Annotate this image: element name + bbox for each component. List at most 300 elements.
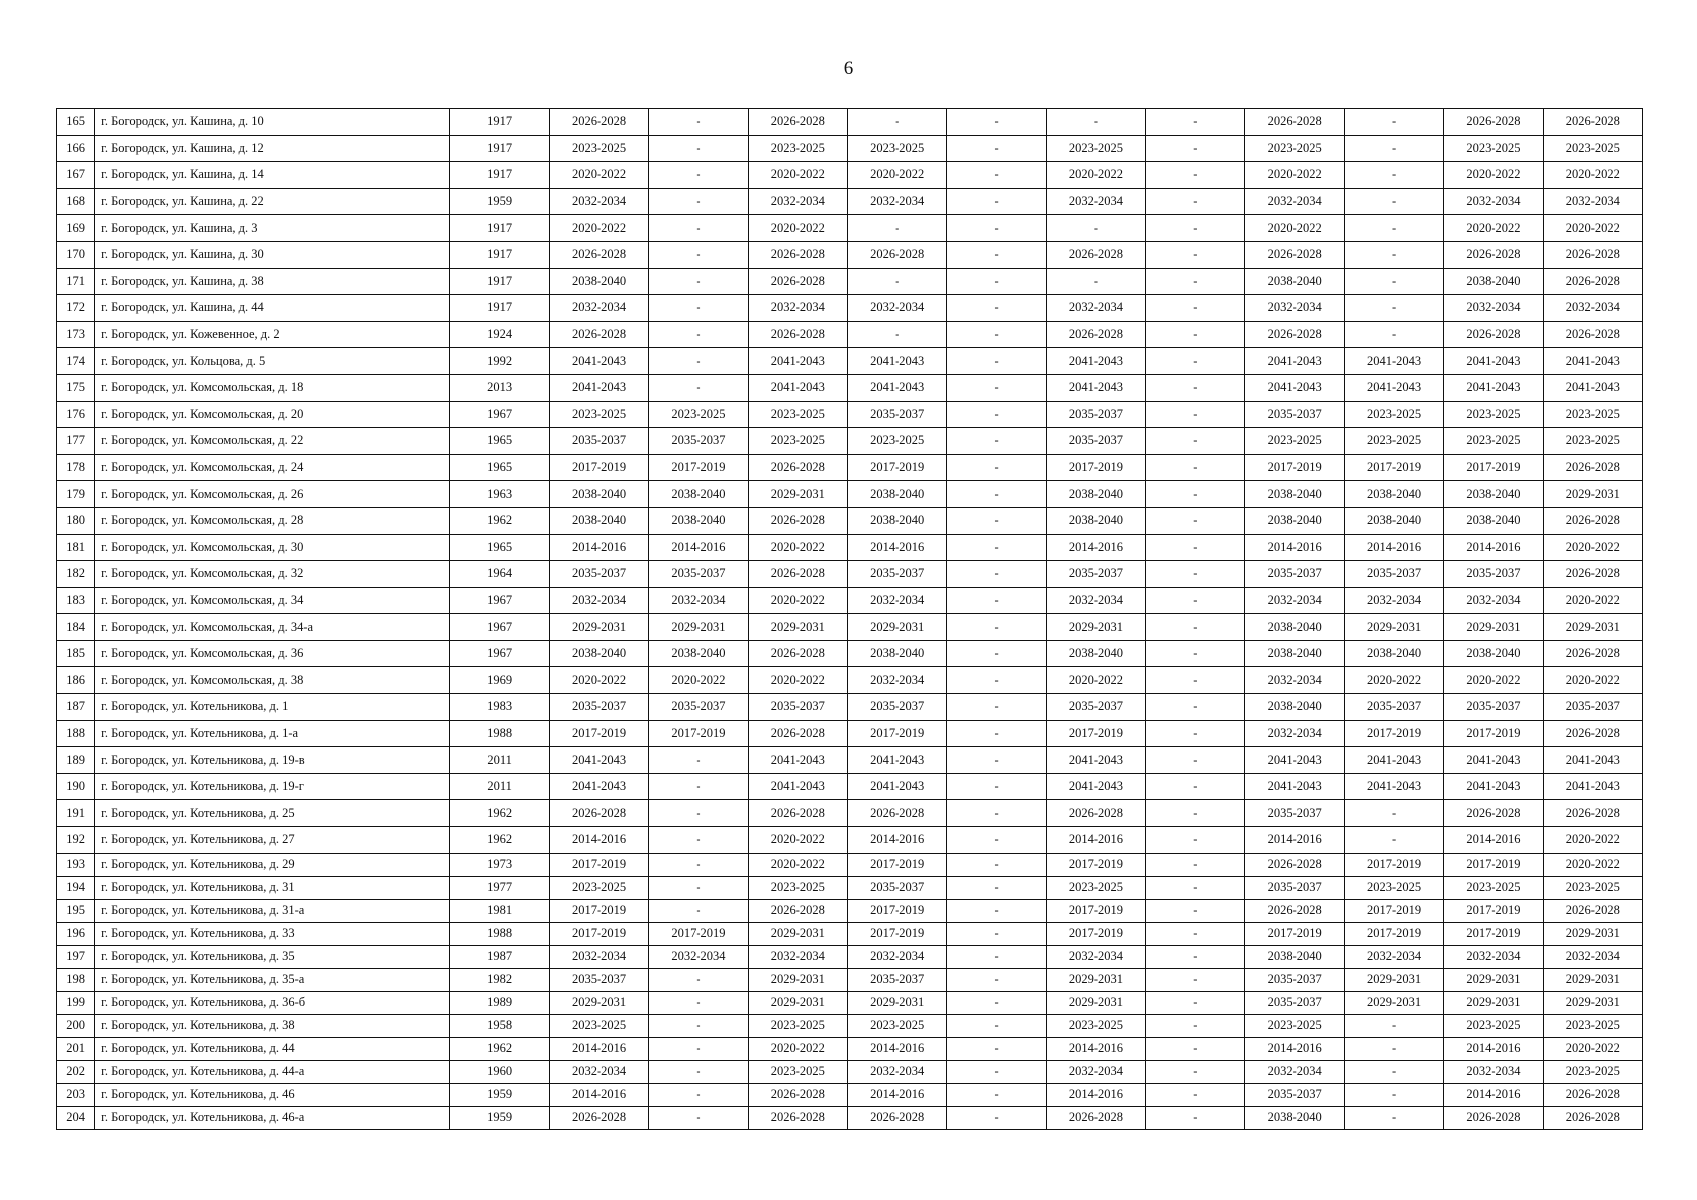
year-cell: 1977 — [450, 876, 549, 899]
period-cell: 2041-2043 — [549, 747, 648, 774]
period-cell: 2035-2037 — [847, 694, 946, 721]
period-cell: 2017-2019 — [549, 922, 648, 945]
period-cell: 2026-2028 — [1543, 640, 1642, 667]
period-cell: - — [1146, 135, 1245, 162]
year-cell: 1924 — [450, 321, 549, 348]
period-cell: 2041-2043 — [1046, 374, 1145, 401]
period-cell: - — [1146, 241, 1245, 268]
period-cell: 2020-2022 — [1444, 215, 1543, 242]
period-cell: 2035-2037 — [847, 561, 946, 588]
period-cell: - — [947, 561, 1046, 588]
period-cell: 2032-2034 — [1046, 1060, 1145, 1083]
period-cell: 2026-2028 — [1543, 241, 1642, 268]
period-cell: 2032-2034 — [549, 188, 648, 215]
period-cell: - — [1146, 587, 1245, 614]
period-cell: - — [847, 109, 946, 136]
table-row — [57, 135, 1643, 162]
table-row — [57, 507, 1643, 534]
period-cell: 2023-2025 — [748, 876, 847, 899]
period-cell: 2041-2043 — [1245, 374, 1344, 401]
period-cell: 2035-2037 — [649, 561, 748, 588]
period-cell: - — [947, 694, 1046, 721]
period-cell: - — [649, 827, 748, 854]
period-cell: 2038-2040 — [1245, 1106, 1344, 1129]
row-number: 179 — [57, 481, 95, 508]
row-number: 201 — [57, 1037, 95, 1060]
period-cell: 2032-2034 — [1245, 587, 1344, 614]
period-cell: 2035-2037 — [1245, 968, 1344, 991]
row-number: 198 — [57, 968, 95, 991]
period-cell: 2026-2028 — [847, 241, 946, 268]
period-cell: 2014-2016 — [649, 534, 748, 561]
period-cell: - — [947, 534, 1046, 561]
period-cell: 2023-2025 — [847, 1014, 946, 1037]
period-cell: - — [1146, 1060, 1245, 1083]
address-cell: г. Богородск, ул. Котельникова, д. 27 — [95, 827, 450, 854]
address-cell: г. Богородск, ул. Кашина, д. 38 — [95, 268, 450, 295]
period-cell: 2029-2031 — [847, 614, 946, 641]
year-cell: 1988 — [450, 720, 549, 747]
period-cell: 2038-2040 — [847, 481, 946, 508]
period-cell: 2032-2034 — [1046, 587, 1145, 614]
period-cell: 2017-2019 — [1344, 899, 1443, 922]
period-cell: 2023-2025 — [1046, 1014, 1145, 1037]
period-cell: - — [947, 1106, 1046, 1129]
row-number: 171 — [57, 268, 95, 295]
period-cell: - — [1344, 162, 1443, 189]
period-cell: 2026-2028 — [748, 1106, 847, 1129]
period-cell: 2029-2031 — [649, 614, 748, 641]
period-cell: - — [947, 922, 1046, 945]
period-cell: 2023-2025 — [1245, 1014, 1344, 1037]
period-cell: - — [947, 899, 1046, 922]
period-cell: 2020-2022 — [1543, 215, 1642, 242]
address-cell: г. Богородск, ул. Комсомольская, д. 34 — [95, 587, 450, 614]
period-cell: 2032-2034 — [649, 587, 748, 614]
period-cell: 2026-2028 — [748, 454, 847, 481]
period-cell: - — [1146, 640, 1245, 667]
period-cell: 2026-2028 — [1046, 241, 1145, 268]
period-cell: 2038-2040 — [1046, 481, 1145, 508]
period-cell: - — [1344, 321, 1443, 348]
period-cell: - — [947, 640, 1046, 667]
year-cell: 1989 — [450, 991, 549, 1014]
period-cell: 2020-2022 — [847, 162, 946, 189]
period-cell: 2032-2034 — [847, 295, 946, 322]
year-cell: 1965 — [450, 428, 549, 455]
period-cell: 2026-2028 — [549, 241, 648, 268]
period-cell: - — [947, 827, 1046, 854]
period-cell: 2041-2043 — [1344, 348, 1443, 375]
period-cell: 2041-2043 — [847, 348, 946, 375]
period-cell: 2023-2025 — [748, 1060, 847, 1083]
period-cell: 2014-2016 — [1046, 827, 1145, 854]
table-row — [57, 534, 1643, 561]
period-cell: 2035-2037 — [1444, 561, 1543, 588]
period-cell: 2041-2043 — [1543, 773, 1642, 800]
period-cell: - — [947, 1037, 1046, 1060]
period-cell: - — [649, 991, 748, 1014]
period-cell: 2020-2022 — [748, 827, 847, 854]
table-row — [57, 800, 1643, 827]
period-cell: 2038-2040 — [649, 507, 748, 534]
address-cell: г. Богородск, ул. Котельникова, д. 46 — [95, 1083, 450, 1106]
period-cell: - — [1146, 922, 1245, 945]
period-cell: 2029-2031 — [748, 614, 847, 641]
address-cell: г. Богородск, ул. Комсомольская, д. 24 — [95, 454, 450, 481]
row-number: 196 — [57, 922, 95, 945]
period-cell: 2017-2019 — [1046, 454, 1145, 481]
period-cell: 2029-2031 — [1046, 968, 1145, 991]
period-cell: 2014-2016 — [1245, 534, 1344, 561]
period-cell: - — [649, 1037, 748, 1060]
table-row — [57, 188, 1643, 215]
period-cell: - — [1146, 945, 1245, 968]
period-cell: 2029-2031 — [1543, 922, 1642, 945]
period-cell: - — [947, 241, 1046, 268]
period-cell: 2038-2040 — [1344, 640, 1443, 667]
period-cell: - — [1146, 694, 1245, 721]
period-cell: 2029-2031 — [1344, 968, 1443, 991]
row-number: 173 — [57, 321, 95, 348]
table-row — [57, 1083, 1643, 1106]
address-cell: г. Богородск, ул. Котельникова, д. 31-а — [95, 899, 450, 922]
row-number: 167 — [57, 162, 95, 189]
period-cell: 2017-2019 — [1444, 454, 1543, 481]
period-cell: 2026-2028 — [1444, 241, 1543, 268]
table-row — [57, 428, 1643, 455]
period-cell: 2029-2031 — [1543, 991, 1642, 1014]
address-cell: г. Богородск, ул. Котельникова, д. 19-г — [95, 773, 450, 800]
period-cell: - — [1146, 188, 1245, 215]
table-row — [57, 720, 1643, 747]
period-cell: 2026-2028 — [847, 1106, 946, 1129]
period-cell: 2041-2043 — [748, 747, 847, 774]
period-cell: - — [847, 215, 946, 242]
year-cell: 1967 — [450, 401, 549, 428]
period-cell: 2026-2028 — [1444, 800, 1543, 827]
table-row — [57, 162, 1643, 189]
period-cell: 2041-2043 — [847, 773, 946, 800]
period-cell: 2020-2022 — [649, 667, 748, 694]
period-cell: 2035-2037 — [549, 968, 648, 991]
period-cell: - — [1344, 109, 1443, 136]
period-cell: 2032-2034 — [1245, 295, 1344, 322]
period-cell: 2020-2022 — [1444, 162, 1543, 189]
period-cell: - — [1146, 876, 1245, 899]
period-cell: 2032-2034 — [1543, 295, 1642, 322]
table-row — [57, 295, 1643, 322]
period-cell: 2038-2040 — [1344, 481, 1443, 508]
table-row — [57, 401, 1643, 428]
year-cell: 2011 — [450, 747, 549, 774]
address-cell: г. Богородск, ул. Комсомольская, д. 30 — [95, 534, 450, 561]
table-row — [57, 481, 1643, 508]
period-cell: 2017-2019 — [1344, 853, 1443, 876]
address-cell: г. Богородск, ул. Комсомольская, д. 32 — [95, 561, 450, 588]
period-cell: 2032-2034 — [549, 945, 648, 968]
period-cell: 2026-2028 — [1543, 321, 1642, 348]
period-cell: 2023-2025 — [1543, 135, 1642, 162]
period-cell: - — [947, 991, 1046, 1014]
period-cell: - — [947, 507, 1046, 534]
year-cell: 1962 — [450, 507, 549, 534]
period-cell: 2035-2037 — [549, 561, 648, 588]
row-number: 176 — [57, 401, 95, 428]
period-cell: 2020-2022 — [1245, 162, 1344, 189]
address-cell: г. Богородск, ул. Комсомольская, д. 18 — [95, 374, 450, 401]
period-cell: 2026-2028 — [1543, 454, 1642, 481]
period-cell: - — [1046, 215, 1145, 242]
row-number: 204 — [57, 1106, 95, 1129]
row-number: 174 — [57, 348, 95, 375]
period-cell: - — [649, 321, 748, 348]
address-cell: г. Богородск, ул. Котельникова, д. 46-а — [95, 1106, 450, 1129]
period-cell: 2041-2043 — [1543, 747, 1642, 774]
table-row — [57, 374, 1643, 401]
period-cell: 2035-2037 — [847, 968, 946, 991]
period-cell: - — [1146, 853, 1245, 876]
year-cell: 1958 — [450, 1014, 549, 1037]
period-cell: 2035-2037 — [1245, 561, 1344, 588]
period-cell: - — [947, 720, 1046, 747]
table-row — [57, 348, 1643, 375]
period-cell: 2026-2028 — [1543, 268, 1642, 295]
period-cell: - — [947, 401, 1046, 428]
period-cell: 2041-2043 — [1344, 747, 1443, 774]
period-cell: - — [1146, 481, 1245, 508]
period-cell: - — [1344, 800, 1443, 827]
period-cell: 2020-2022 — [748, 215, 847, 242]
period-cell: 2032-2034 — [1344, 587, 1443, 614]
period-cell: - — [947, 667, 1046, 694]
table-row — [57, 991, 1643, 1014]
period-cell: 2032-2034 — [1543, 188, 1642, 215]
address-cell: г. Богородск, ул. Кашина, д. 10 — [95, 109, 450, 136]
period-cell: - — [1344, 295, 1443, 322]
period-cell: 2041-2043 — [1543, 374, 1642, 401]
address-cell: г. Богородск, ул. Кашина, д. 44 — [95, 295, 450, 322]
period-cell: 2041-2043 — [748, 374, 847, 401]
period-cell: - — [947, 876, 1046, 899]
period-cell: - — [1344, 1083, 1443, 1106]
row-number: 197 — [57, 945, 95, 968]
period-cell: 2029-2031 — [1444, 614, 1543, 641]
period-cell: 2017-2019 — [549, 853, 648, 876]
period-cell: 2020-2022 — [748, 853, 847, 876]
period-cell: 2038-2040 — [649, 640, 748, 667]
period-cell: 2035-2037 — [1245, 1083, 1344, 1106]
period-cell: 2023-2025 — [847, 135, 946, 162]
period-cell: 2020-2022 — [1543, 667, 1642, 694]
table-row — [57, 853, 1643, 876]
address-cell: г. Богородск, ул. Кашина, д. 30 — [95, 241, 450, 268]
period-cell: 2023-2025 — [1245, 135, 1344, 162]
period-cell: 2017-2019 — [549, 454, 648, 481]
period-cell: - — [649, 1060, 748, 1083]
period-cell: - — [649, 1106, 748, 1129]
period-cell: 2038-2040 — [1444, 268, 1543, 295]
period-cell: 2026-2028 — [748, 800, 847, 827]
row-number: 191 — [57, 800, 95, 827]
period-cell: 2014-2016 — [549, 1083, 648, 1106]
period-cell: 2023-2025 — [748, 428, 847, 455]
period-cell: - — [1146, 374, 1245, 401]
table-row — [57, 747, 1643, 774]
period-cell: 2032-2034 — [748, 188, 847, 215]
address-cell: г. Богородск, ул. Котельникова, д. 35 — [95, 945, 450, 968]
address-cell: г. Богородск, ул. Котельникова, д. 25 — [95, 800, 450, 827]
period-cell: - — [649, 109, 748, 136]
period-cell: 2017-2019 — [847, 922, 946, 945]
period-cell: 2023-2025 — [1444, 876, 1543, 899]
address-cell: г. Богородск, ул. Котельникова, д. 44-а — [95, 1060, 450, 1083]
period-cell: 2032-2034 — [1245, 667, 1344, 694]
row-number: 184 — [57, 614, 95, 641]
period-cell: 2023-2025 — [1344, 428, 1443, 455]
period-cell: 2029-2031 — [1543, 614, 1642, 641]
address-cell: г. Богородск, ул. Комсомольская, д. 36 — [95, 640, 450, 667]
period-cell: 2032-2034 — [1444, 295, 1543, 322]
period-cell: - — [1344, 1037, 1443, 1060]
period-cell: 2020-2022 — [748, 1037, 847, 1060]
row-number: 185 — [57, 640, 95, 667]
period-cell: - — [1344, 135, 1443, 162]
period-cell: 2032-2034 — [847, 1060, 946, 1083]
row-number: 194 — [57, 876, 95, 899]
row-number: 175 — [57, 374, 95, 401]
period-cell: 2014-2016 — [1245, 1037, 1344, 1060]
year-cell: 1962 — [450, 827, 549, 854]
period-cell: 2038-2040 — [1444, 507, 1543, 534]
period-cell: 2026-2028 — [1543, 1106, 1642, 1129]
period-cell: 2032-2034 — [1543, 945, 1642, 968]
period-cell: 2023-2025 — [649, 401, 748, 428]
table-row — [57, 1060, 1643, 1083]
address-cell: г. Богородск, ул. Комсомольская, д. 22 — [95, 428, 450, 455]
period-cell: - — [649, 1014, 748, 1037]
period-cell: 2041-2043 — [748, 348, 847, 375]
period-cell: 2020-2022 — [1543, 1037, 1642, 1060]
period-cell: - — [1146, 827, 1245, 854]
period-cell: 2014-2016 — [549, 534, 648, 561]
period-cell: 2035-2037 — [1046, 428, 1145, 455]
period-cell: - — [947, 268, 1046, 295]
period-cell: 2032-2034 — [1444, 945, 1543, 968]
period-cell: - — [947, 454, 1046, 481]
period-cell: - — [649, 135, 748, 162]
year-cell: 1917 — [450, 215, 549, 242]
period-cell: - — [1146, 773, 1245, 800]
period-cell: - — [649, 295, 748, 322]
period-cell: 2020-2022 — [1543, 534, 1642, 561]
year-cell: 1959 — [450, 1106, 549, 1129]
period-cell: 2026-2028 — [1245, 853, 1344, 876]
period-cell: - — [947, 1083, 1046, 1106]
period-cell: 2026-2028 — [549, 1106, 648, 1129]
period-cell: 2035-2037 — [549, 428, 648, 455]
period-cell: - — [1146, 215, 1245, 242]
period-cell: 2017-2019 — [847, 720, 946, 747]
period-cell: 2029-2031 — [1046, 991, 1145, 1014]
period-cell: 2038-2040 — [1245, 614, 1344, 641]
period-cell: 2032-2034 — [1046, 295, 1145, 322]
period-cell: 2023-2025 — [1444, 428, 1543, 455]
period-cell: 2020-2022 — [549, 215, 648, 242]
period-cell: 2035-2037 — [1046, 401, 1145, 428]
period-cell: 2023-2025 — [1344, 401, 1443, 428]
year-cell: 1988 — [450, 922, 549, 945]
period-cell: 2023-2025 — [1543, 876, 1642, 899]
period-cell: 2020-2022 — [549, 162, 648, 189]
period-cell: 2038-2040 — [1245, 507, 1344, 534]
period-cell: 2017-2019 — [549, 720, 648, 747]
year-cell: 1917 — [450, 268, 549, 295]
period-cell: 2041-2043 — [1444, 747, 1543, 774]
row-number: 200 — [57, 1014, 95, 1037]
period-cell: - — [1146, 109, 1245, 136]
period-cell: - — [1146, 800, 1245, 827]
period-cell: - — [947, 945, 1046, 968]
row-number: 177 — [57, 428, 95, 455]
period-cell: - — [947, 135, 1046, 162]
period-cell: 2026-2028 — [1245, 321, 1344, 348]
period-cell: 2020-2022 — [1344, 667, 1443, 694]
period-cell: 2029-2031 — [1444, 991, 1543, 1014]
address-cell: г. Богородск, ул. Котельникова, д. 29 — [95, 853, 450, 876]
period-cell: 2017-2019 — [1245, 454, 1344, 481]
period-cell: 2035-2037 — [1543, 694, 1642, 721]
row-number: 172 — [57, 295, 95, 322]
table-row — [57, 945, 1643, 968]
period-cell: 2014-2016 — [847, 827, 946, 854]
period-cell: - — [1146, 1083, 1245, 1106]
row-number: 169 — [57, 215, 95, 242]
year-cell: 1967 — [450, 587, 549, 614]
period-cell: 2026-2028 — [1543, 899, 1642, 922]
period-cell: - — [947, 800, 1046, 827]
period-cell: 2029-2031 — [748, 481, 847, 508]
period-cell: 2038-2040 — [847, 507, 946, 534]
period-cell: 2014-2016 — [847, 1083, 946, 1106]
period-cell: 2029-2031 — [1543, 968, 1642, 991]
year-cell: 1962 — [450, 1037, 549, 1060]
period-cell: 2020-2022 — [1543, 853, 1642, 876]
period-cell: 2017-2019 — [649, 922, 748, 945]
table-row — [57, 561, 1643, 588]
period-cell: 2029-2031 — [1543, 481, 1642, 508]
period-cell: 2017-2019 — [847, 454, 946, 481]
period-cell: 2029-2031 — [1444, 968, 1543, 991]
period-cell: 2041-2043 — [1245, 773, 1344, 800]
period-cell: 2014-2016 — [1444, 1037, 1543, 1060]
row-number: 168 — [57, 188, 95, 215]
row-number: 178 — [57, 454, 95, 481]
period-cell: 2041-2043 — [847, 374, 946, 401]
period-cell: 2041-2043 — [1046, 348, 1145, 375]
year-cell: 1982 — [450, 968, 549, 991]
year-cell: 2011 — [450, 773, 549, 800]
table-row — [57, 268, 1643, 295]
period-cell: - — [649, 188, 748, 215]
address-cell: г. Богородск, ул. Комсомольская, д. 38 — [95, 667, 450, 694]
table-row — [57, 922, 1643, 945]
period-cell: - — [1344, 241, 1443, 268]
period-cell: - — [947, 481, 1046, 508]
row-number: 170 — [57, 241, 95, 268]
period-cell: - — [947, 109, 1046, 136]
period-cell: 2026-2028 — [748, 507, 847, 534]
